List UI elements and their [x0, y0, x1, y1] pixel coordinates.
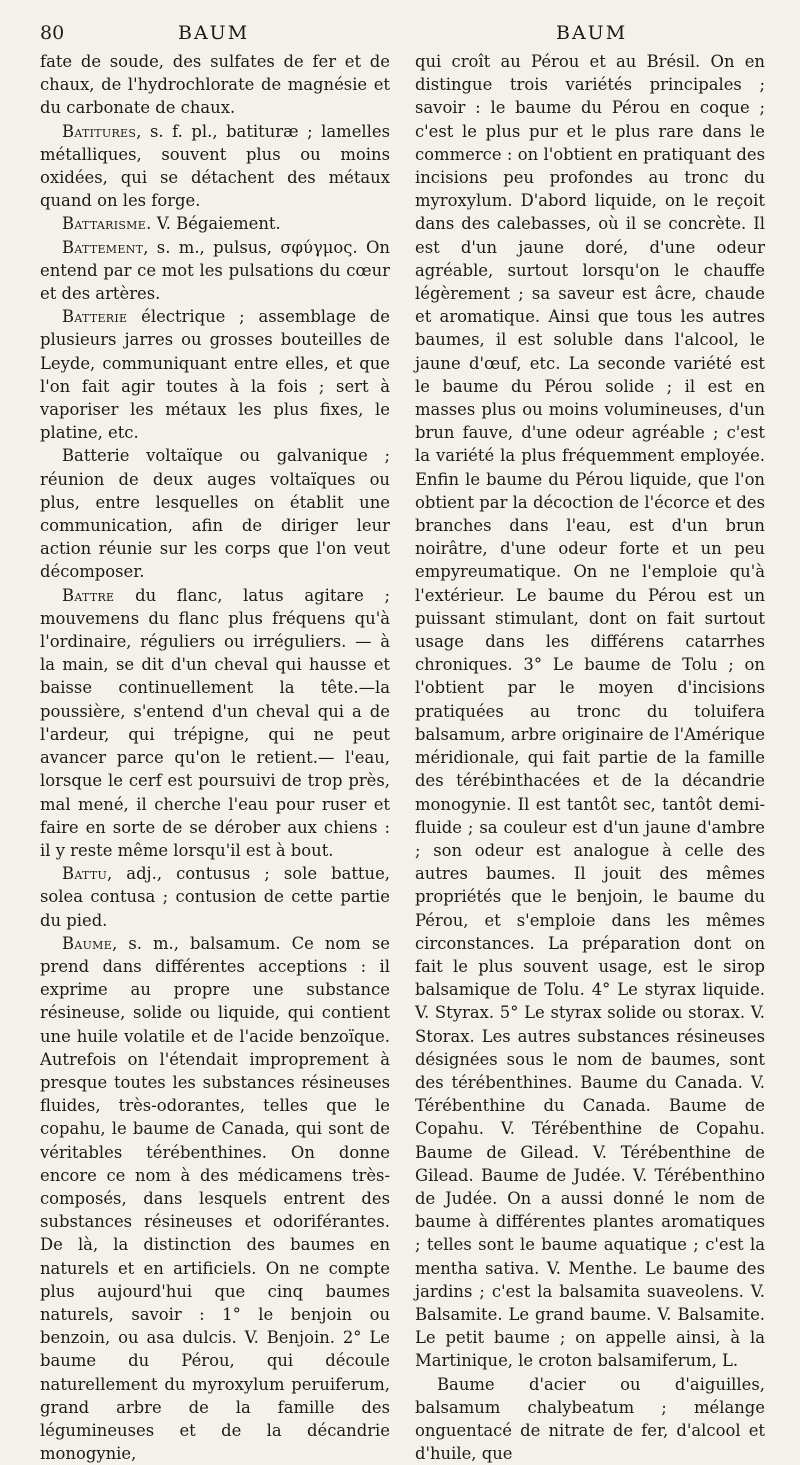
entry-headword: Battre	[62, 585, 115, 605]
entry-headword: Batitures	[62, 121, 137, 141]
running-head-left: BAUM	[178, 22, 250, 44]
entry-headword: Batterie	[62, 307, 128, 327]
paragraph-continuation: qui croît au Pérou et au Brésil. On en distingue trois variétés principales ; savoir : le baume du Pérou en coque ; c'est le plus pur et le plus rare dans le commerce : on l'obtient en pratiquant des incisions peu profondes au tronc du myroxylum. D'abord liquide, on le reçoit dans des calebasses, où il se concrète. Il est d'un jaune doré, d'une odeur agréable, surtout lorsqu'on le chauffe légèrement ; sa saveur est âcre, chaude et aromatique. Ainsi que tous les autres baumes, il est soluble dans l'alcool, le jaune d'œuf, etc. La seconde variété est le baume du Pérou solide ; il est en masses plus ou moins volumineuses, d'un brun fauve, d'une odeur agréable ; c'est la variété la plus fréquemment employée. Enfin le baume du Pérou liquide, que l'on obtient par la décoction de l'écorce et des branches dans l'eau, est d'un brun noirâtre, d'une odeur forte et un peu empyreumatique. On ne l'emploie qu'à l'extérieur. Le baume du Pérou est un puissant stimulant, dont on fait surtout usage dans les différens catarrhes chroniques. 3° Le baume de Tolu ; on l'obtient par le moyen d'incisions pratiquées au tronc du toluifera balsamum, arbre originaire de l'Amérique méridionale, qui fait partie de la famille des térébinthacées et de la décandrie monogynie. Il est tantôt sec, tantôt demi-fluide ; sa couleur est d'un jaune d'ambre ; son odeur est analogue à celle des autres baumes. Il jouit des mêmes propriétés que le benjoin, le baume du Pérou, et s'emploie dans les mêmes circonstances. La préparation dont on fait le plus souvent usage, est le sirop balsamique de Tolu. 4° Le styrax liquide. V. Styrax. 5° Le styrax solide ou storax. V. Storax. Les autres substances résineuses désignées sous le nom de baumes, sont des térébenthines. Baume du Canada. V. Térébenthine du Canada. Baume de Copahu. V. Térébenthine de Copahu. Baume de Gilead. V. Térébenthine de Gilead. Baume de Judée. V. Térébenthino de Judée. On a aussi donné le nom de baume à différentes plantes aromatiques ; telles sont le baume aquatique ; c'est la mentha sativa. V. Menthe. Le baume des jardins ; c'est la balsamita suaveolens. V. Balsamite. Le grand baume. V. Balsamite. Le petit baume ; on appelle ainsi, à la Martinique, le croton balsamiferum, L.	[415, 52, 765, 1371]
entry-headword: Battu	[62, 864, 108, 884]
entry-battement: Battement, s. m., pulsus, σφύγμος. On entend par ce mot les pulsations du cœur et des artères.	[40, 237, 390, 304]
left-column	[40, 50, 390, 1465]
right-column	[415, 50, 765, 1465]
page-header	[0, 22, 800, 52]
entry-battre: Battre du flanc, latus agitare ; mouvemens du flanc plus fréquens qu'à l'ordinaire, réguliers ou irréguliers. — à la main, se dit d'un cheval qui hausse et baisse continuellement la tête.—la poussière, s'entend d'un cheval qui a de l'ardeur, qui trépigne, qui ne peut avancer parce qu'on le retient.— l'eau, lorsque le cerf est poursuivi de trop près, mal mené, il cherche l'eau pour ruser et faire en sorte de se dérober aux chiens : il y reste même lorsqu'il est à bout.	[40, 585, 390, 860]
entry-headword: Battement	[62, 237, 144, 257]
entry-headword: Battarisme.	[62, 214, 152, 234]
entry-headword: Baume	[62, 933, 113, 953]
entry-batterie: Batterie électrique ; assemblage de plusieurs jarres ou grosses bouteilles de Leyde, communiquant entre elles, et que l'on fait agir toutes à la fois ; sert à vaporiser les métaux les plus fixes, le platine, etc.	[40, 307, 390, 443]
entry-batitures: Batitures, s. f. pl., batituræ ; lamelles métalliques, souvent plus ou moins oxidées, qui se détachent des métaux quand on les forge.	[40, 121, 390, 211]
paragraph-continuation: fate de soude, des sulfates de fer et de chaux, de l'hydrochlorate de magnésie et du carbonate de chaux.	[40, 52, 390, 118]
paragraph-baume-acier: Baume d'acier ou d'aiguilles, balsamum chalybeatum ; mélange onguentacé de nitrate de fer, d'alcool et d'huile, que	[415, 1374, 765, 1464]
page-number: 80	[40, 22, 65, 44]
paragraph-batterie-voltaique: Batterie voltaïque ou galvanique ; réunion de deux auges voltaïques ou plus, entre lesquelles on établit une communication, afin de diriger leur action réunie sur les corps que l'on veut décomposer.	[40, 446, 390, 582]
entry-baume: Baume, s. m., balsamum. Ce nom se prend dans différentes acceptions : il exprime au propre une substance résineuse, solide ou liquide, qui contient une huile volatile et de l'acide benzoïque. Autrefois on l'étendait improprement à presque toutes les substances résineuses fluides, très-odorantes, telles que le copahu, le baume de Canada, qui sont de véritables térébenthines. On donne encore ce nom à des médicamens très-composés, dans lesquels entrent des substances résineuses et odoriférantes. De là, la distinction des baumes en naturels et en artificiels. On ne compte plus aujourd'hui que cinq baumes naturels, savoir : 1° le benjoin ou benzoin, ou asa dulcis. V. Benjoin. 2° Le baume du Pérou, qui découle naturellement du myroxylum peruiferum, grand arbre de la famille des légumineuses et de la décandrie monogynie,	[40, 933, 390, 1464]
entry-battarisme: Battarisme. V. Bégaiement.	[62, 214, 281, 234]
running-head-right: BAUM	[556, 22, 628, 44]
entry-battu: Battu, adj., contusus ; sole battue, solea contusa ; contusion de cette partie du pied.	[40, 864, 390, 930]
